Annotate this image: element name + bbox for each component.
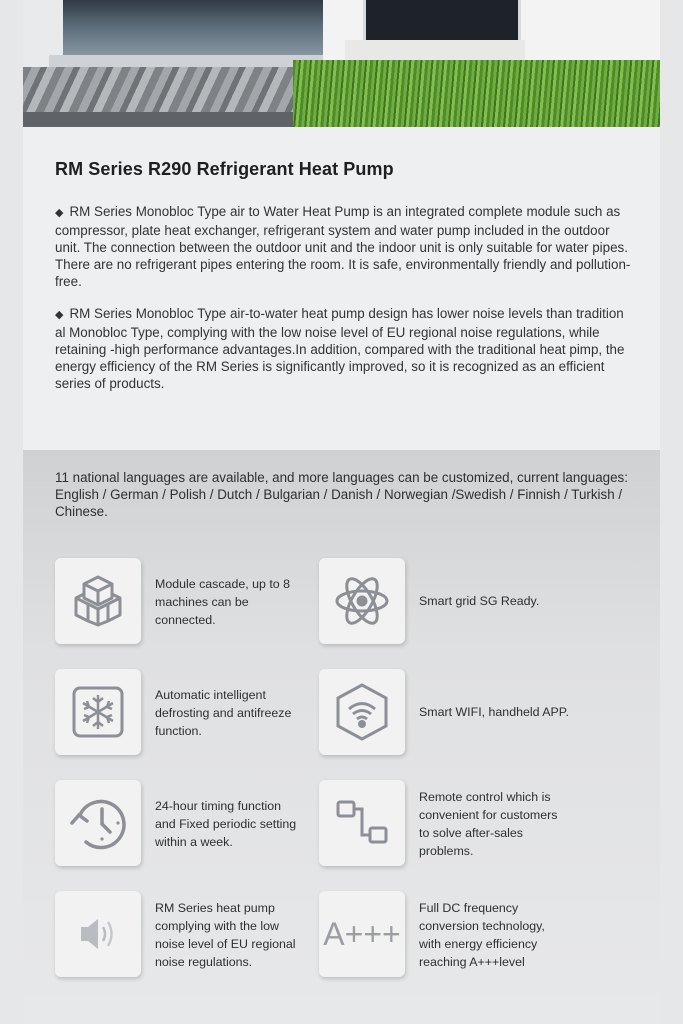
diamond-bullet-icon: ◆ — [55, 207, 64, 219]
diamond-bullet-icon: ◆ — [55, 309, 64, 321]
snowflake-icon — [55, 669, 141, 755]
speaker-icon — [55, 891, 141, 977]
paragraph-text: RM Series Monobloc Type air to Water Heat Pump is an integrated complete module such as compressor, plate heat exchanger, refrigerant system and water pump included in the outdoor unit. The connection between the outdoor unit and the indoor unit is only suitable for water pipes. There are no refrigerant pipes entering the room. It is safe, environmentally friendly and pollution-free. — [55, 204, 631, 289]
paragraph-text: RM Series Monobloc Type air-to-water heat pump design has lower noise levels than tradition al Monobloc Type, complying with the low noise level of EU regional noise regulations, while retaining -high performance advantages.In addition, compared with the traditional heat pimp, the energy efficiency of the RM Series is significantly improved, so it is recognized as an efficient series of products. — [55, 306, 625, 391]
feature-text: Full DC frequency conversion technology, with energy efficiency reaching A+++level — [419, 901, 545, 969]
clock-icon — [55, 780, 141, 866]
description-paragraph-1 — [55, 203, 635, 290]
features-panel — [23, 450, 660, 1024]
languages-text: 11 national languages are available, and more languages can be customized, current languages: English / German / Polish / Dutch / Bulgarian / Danish / Norwegian /Swedish / Finnish / Turkish / Chinese. — [55, 470, 628, 519]
cubes-icon — [55, 558, 141, 644]
atom-icon — [319, 558, 405, 644]
remote-connection-icon — [319, 780, 405, 866]
feature-text: 24-hour timing function and Fixed periodic setting within a week. — [155, 799, 297, 849]
feature-text: Smart WIFI, handheld APP. — [419, 705, 569, 719]
product-page — [23, 0, 660, 1024]
description-paragraph-2 — [55, 305, 635, 392]
feature-text: Smart grid SG Ready. — [419, 594, 540, 608]
hero-photo — [23, 0, 660, 127]
feature-text: Remote control which is convenient for customers to solve after-sales problems. — [419, 790, 558, 858]
energy-rating-icon — [319, 891, 405, 977]
feature-text: RM Series heat pump complying with the low noise level of EU regional noise regulations. — [155, 901, 296, 969]
wifi-icon — [319, 669, 405, 755]
feature-text: Automatic intelligent defrosting and antifreeze function. — [155, 688, 292, 738]
feature-text: Module cascade, up to 8 machines can be connected. — [155, 577, 291, 627]
page-title: RM Series R290 Refrigerant Heat Pump — [55, 159, 394, 179]
energy-rating-label: A+++ — [323, 915, 401, 952]
